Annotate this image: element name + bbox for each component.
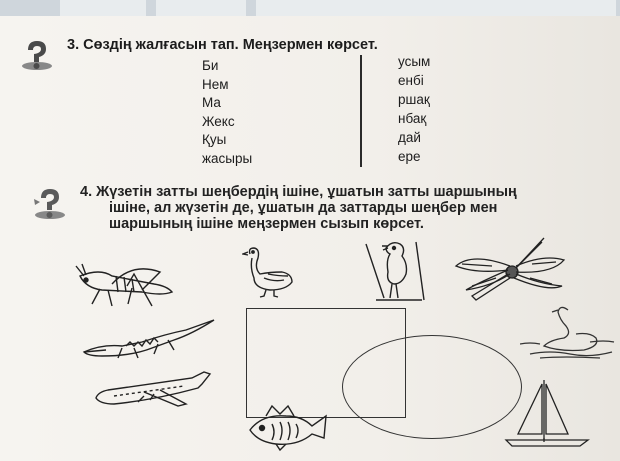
right-word: ере [398,149,421,164]
question-mark-icon [18,38,56,77]
left-word: Ма [202,95,221,110]
crocodile-picture[interactable] [82,318,216,360]
sailboat-picture[interactable] [504,378,590,450]
fish-picture[interactable] [246,404,330,452]
swan-picture[interactable] [520,304,616,360]
top-strip [0,0,620,16]
right-word: енбі [398,73,424,88]
question-4-line-1: Жүзетін затты шеңбердің ішіне, ұшатын затты шаршының [96,184,517,200]
question-4-line-2: ішіне, ал жүзетін де, ұшатын да заттарды шеңбер мен [109,200,498,216]
right-word: дай [398,130,421,145]
question-4-line-3: шаршының ішіне меңзермен сызып көрсет. [109,216,424,232]
question-mark-icon [30,185,70,226]
question-3-number: 3. [67,37,80,53]
question-3-title [67,37,378,53]
parrot-picture[interactable] [362,240,430,302]
airplane-picture[interactable] [94,370,214,416]
left-word: Қуы [202,132,227,147]
left-word: Жекс [202,114,235,129]
question-4-number: 4. [80,184,93,200]
left-word: жасыры [202,151,253,166]
goose-picture[interactable] [242,246,296,298]
column-divider [360,55,362,167]
answer-circle[interactable] [342,335,522,439]
question-4-text [80,184,517,232]
left-word: Би [202,58,219,73]
right-word: усым [398,54,431,69]
question-3-text: Сөздің жалғасын тап. Меңзермен көрсет. [83,37,378,53]
right-word: нбақ [398,111,427,126]
grasshopper-picture[interactable] [72,262,182,310]
dragonfly-picture[interactable] [452,234,572,306]
left-word: Нем [202,77,229,92]
right-word: ршақ [398,92,430,107]
